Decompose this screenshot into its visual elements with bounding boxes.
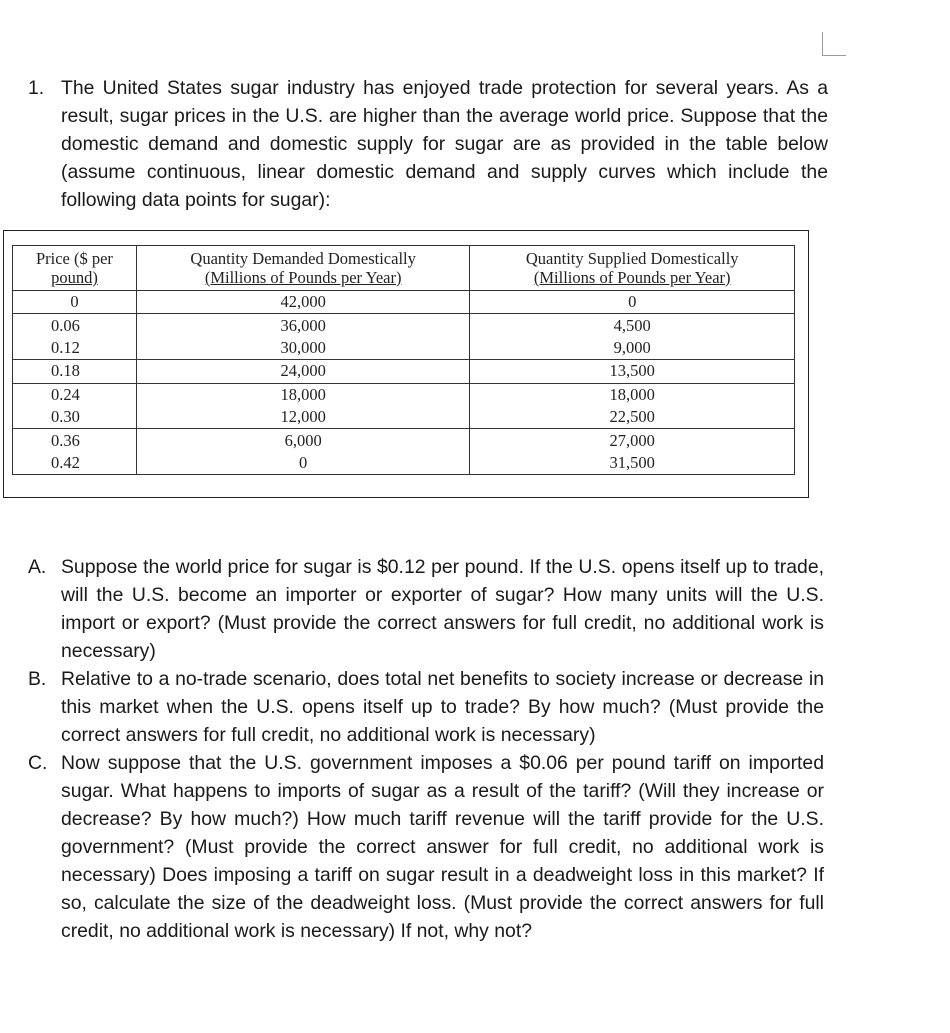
part-c-text: Now suppose that the U.S. government imposes a $0.06 per pound tariff on imported sugar. What happens to imports of sugar as a result of the tariff? (Will they increase or decrease? By how much?) How much tariff revenue will the tariff provide for the U.S. government? (Must provide the correct answer for full credit, no additional work is necessary) Does imposing a tariff on sugar result in a deadweight loss in this market? If so, calculate the size of the deadweight loss. (Must provide the correct answers for full credit, no additional work is necessary) If not, why not? xyxy=(61,752,824,942)
part-c xyxy=(28,749,824,945)
cell-demanded: 12,000 xyxy=(136,406,470,429)
cell-price: 0.18 xyxy=(13,360,137,383)
question-number: 1. xyxy=(28,77,45,99)
part-a-letter: A. xyxy=(28,556,47,578)
question-text: The United States sugar industry has enjoyed trade protection for several years. As a result, sugar prices in the U.S. are higher than the average world price. Suppose that the domestic demand and domestic supply for sugar are as provided in the table below (assume continuous, linear domestic demand and supply curves which include the following data points for sugar): xyxy=(61,77,828,211)
header-quantity-supplied xyxy=(470,246,795,291)
cell-price: 0.12 xyxy=(13,337,137,360)
part-a xyxy=(28,553,824,665)
part-c-letter: C. xyxy=(28,752,48,774)
cell-demanded: 30,000 xyxy=(136,337,470,360)
cell-supplied: 4,500 xyxy=(470,314,795,337)
table-row xyxy=(13,360,795,383)
header-price-line-1: Price ($ per xyxy=(35,249,113,268)
header-supplied-line-1: Quantity Supplied Domestically xyxy=(525,249,739,268)
cell-supplied: 9,000 xyxy=(470,337,795,360)
page-corner-mark xyxy=(822,32,846,56)
part-a-text: Suppose the world price for sugar is $0.12 per pound. If the U.S. opens itself up to trade, will the U.S. become an importer or exporter of sugar? How many units will the U.S. import or export? (Must provide the correct answers for full credit, no additional work is necessary) xyxy=(61,556,824,662)
question-1 xyxy=(28,74,828,214)
header-demanded-line-1: Quantity Demanded Domestically xyxy=(190,249,416,268)
cell-price: 0.36 xyxy=(13,429,137,452)
cell-supplied: 13,500 xyxy=(470,360,795,383)
part-b-text: Relative to a no-trade scenario, does total net benefits to society increase or decrease in this market when the U.S. opens itself up to trade? By how much? (Must provide the correct answers for full credit, no additional work is necessary) xyxy=(61,668,824,746)
cell-supplied: 0 xyxy=(470,291,795,314)
table-row xyxy=(13,406,795,429)
cell-demanded: 36,000 xyxy=(136,314,470,337)
part-b-letter: B. xyxy=(28,668,47,690)
table-row xyxy=(13,314,795,337)
cell-supplied: 22,500 xyxy=(470,406,795,429)
cell-demanded: 18,000 xyxy=(136,383,470,406)
cell-supplied: 18,000 xyxy=(470,383,795,406)
table-header-row xyxy=(13,246,795,291)
sugar-data-table xyxy=(12,245,795,475)
cell-demanded: 0 xyxy=(136,452,470,475)
cell-demanded: 42,000 xyxy=(136,291,470,314)
cell-price: 0 xyxy=(13,291,137,314)
header-demanded-line-2: (Millions of Pounds per Year) xyxy=(204,268,402,287)
cell-supplied: 27,000 xyxy=(470,429,795,452)
table-row xyxy=(13,383,795,406)
header-quantity-demanded xyxy=(136,246,470,291)
cell-demanded: 24,000 xyxy=(136,360,470,383)
cell-price: 0.42 xyxy=(13,452,137,475)
header-price-line-2: pound) xyxy=(51,268,98,287)
part-b xyxy=(28,665,824,749)
table-row xyxy=(13,291,795,314)
table-frame xyxy=(3,230,809,498)
header-price xyxy=(13,246,137,291)
cell-demanded: 6,000 xyxy=(136,429,470,452)
cell-price: 0.06 xyxy=(13,314,137,337)
question-parts xyxy=(28,553,824,945)
header-supplied-line-2: (Millions of Pounds per Year) xyxy=(533,268,731,287)
table-row xyxy=(13,452,795,475)
cell-price: 0.24 xyxy=(13,383,137,406)
cell-supplied: 31,500 xyxy=(470,452,795,475)
table-row xyxy=(13,337,795,360)
table-row xyxy=(13,429,795,452)
cell-price: 0.30 xyxy=(13,406,137,429)
